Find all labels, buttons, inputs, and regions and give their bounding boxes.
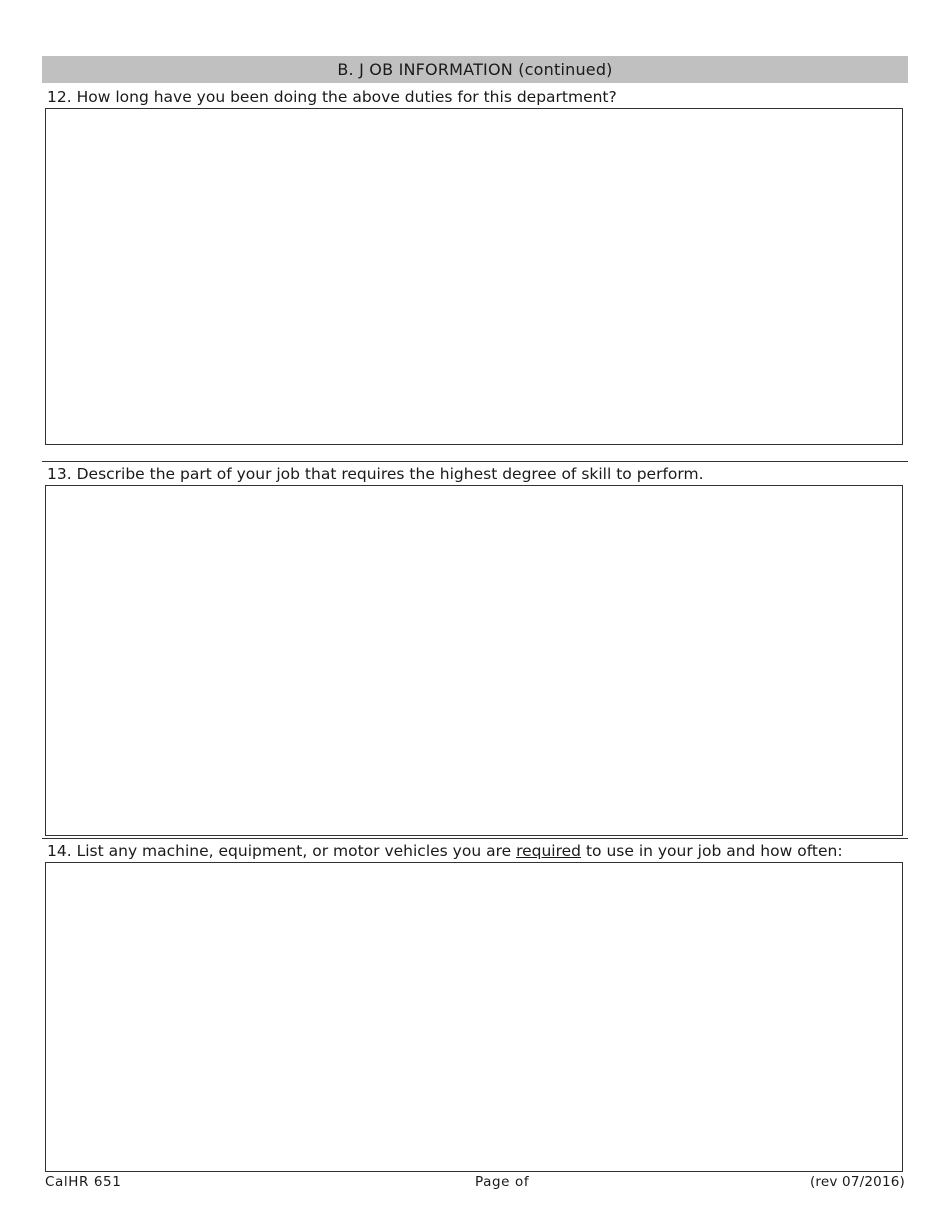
page-number: Page of bbox=[475, 1174, 530, 1190]
question-13-label bbox=[47, 465, 704, 483]
section-title: B. J OB INFORMATION (continued) bbox=[337, 60, 613, 79]
question-14-text-post: to use in your job and how often: bbox=[585, 842, 843, 860]
question-14-emphasis: required bbox=[516, 842, 582, 860]
divider-line bbox=[42, 838, 908, 839]
question-12-answer-field[interactable] bbox=[45, 108, 903, 445]
question-14-number: 14. bbox=[47, 842, 72, 860]
question-12-label bbox=[47, 88, 617, 106]
divider-line bbox=[42, 461, 908, 462]
question-12-text: How long have you been doing the above duties for this department? bbox=[76, 88, 617, 106]
question-14-answer-field[interactable] bbox=[45, 862, 903, 1172]
question-13-number: 13. bbox=[47, 465, 72, 483]
form-id: CalHR 651 bbox=[45, 1174, 122, 1190]
question-13-text: Describe the part of your job that requires the highest degree of skill to perform. bbox=[76, 465, 704, 483]
question-12-number: 12. bbox=[47, 88, 72, 106]
revision-date: (rev 07/2016) bbox=[809, 1174, 905, 1190]
question-14-label bbox=[47, 842, 843, 860]
question-14-text-pre: List any machine, equipment, or motor vehicles you are bbox=[76, 842, 512, 860]
section-header bbox=[42, 56, 908, 83]
question-13-answer-field[interactable] bbox=[45, 485, 903, 836]
